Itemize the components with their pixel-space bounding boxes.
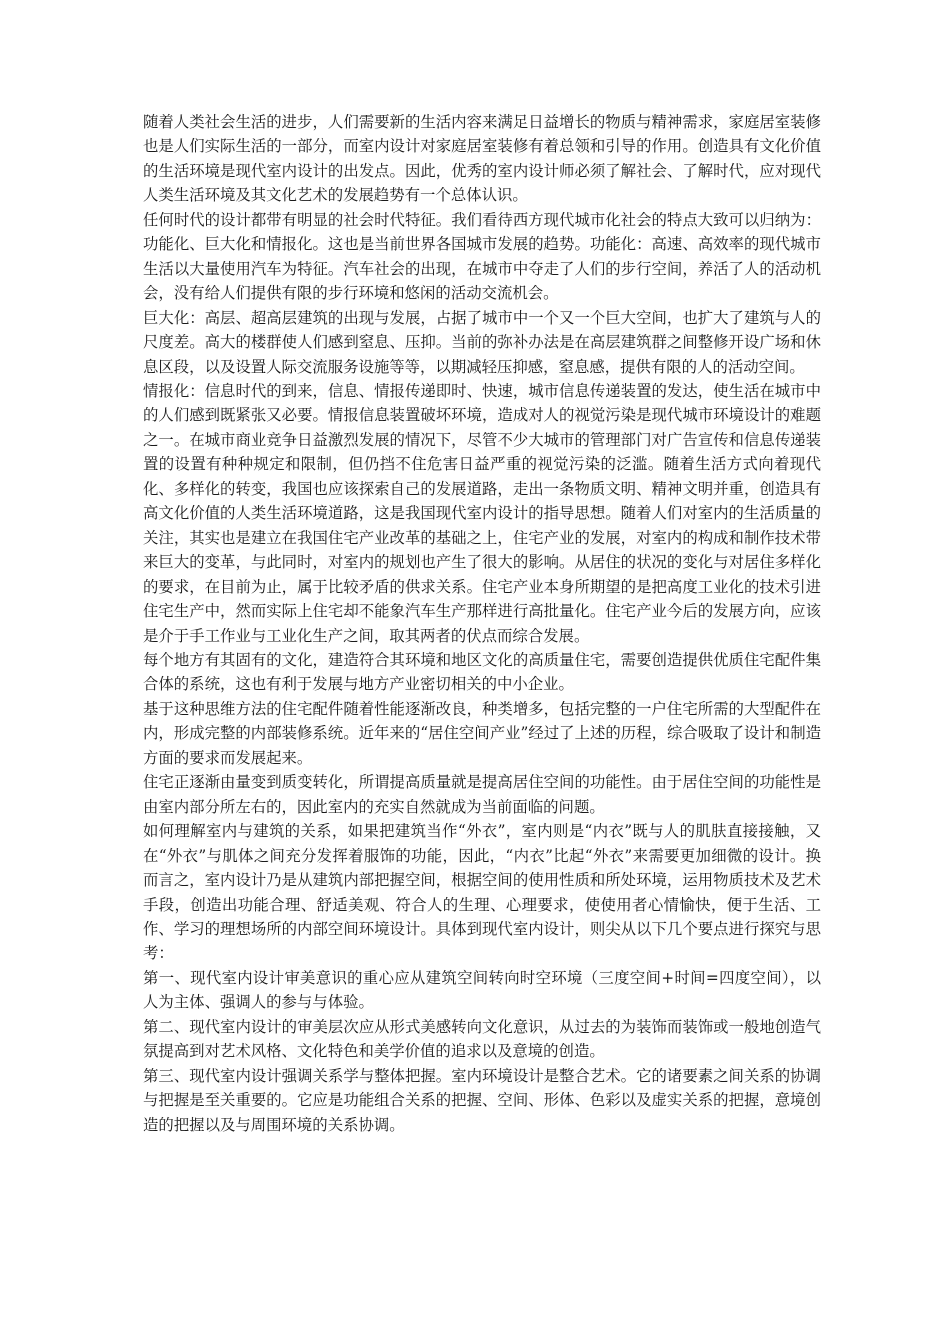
paragraph-5: 每个地方有其固有的文化，建造符合其环境和地区文化的高质量住宅，需要创造提供优质住宅配件集合体的系统，这也有利于发展与地方产业密切相关的中小企业。 (143, 650, 821, 694)
paragraph-2: 任何时代的设计都带有明显的社会时代特征。我们看待西方现代城市化社会的特点大致可以归纳为：功能化、巨大化和情报化。这也是当前世界各国城市发展的趋势。功能化：高速、高效率的现代城市生活以大量使用汽车为特征。汽车社会的出现，在城市中夺走了人们的步行空间，养活了人的活动机会，没有给人们提供有限的步行环境和悠闲的活动交流机会。 (143, 210, 821, 303)
paragraph-4: 情报化：信息时代的到来，信息、情报传递即时、快速，城市信息传递装置的发达，使生活在城市中的人们感到既紧张又必要。情报信息装置破坏环境，造成对人的视觉污染是现代城市环境设计的难题之一。在城市商业竞争日益激烈发展的情况下，尽管不少大城市的管理部门对广告宣传和信息传递装置的设置有种种规定和限制，但仍挡不住危害日益严重的视觉污染的泛滥。随着生活方式向着现代化、多样化的转变，我国也应该探索自己的发展道路，走出一条物质文明、精神文明并重，创造具有高文化价值的人类生活环境道路，这是我国现代室内设计的指导思想。随着人们对室内的生活质量的关注，其实也是建立在我国住宅产业改革的基础之上，住宅产业的发展，对室内的构成和制作技术带来巨大的变革，与此同时，对室内的规划也产生了很大的影响。从居住的状况的变化与对居住多样化的要求，在目前为止，属于比较矛盾的供求关系。住宅产业本身所期望的是把高度工业化的技术引进住宅生产中，然而实际上住宅却不能象汽车生产那样进行高批量化。住宅产业今后的发展方向，应该是介于手工作业与工业化生产之间，取其两者的伏点而综合发展。 (143, 381, 821, 645)
paragraph-8: 如何理解室内与建筑的关系，如果把建筑当作“外衣”，室内则是“内衣”既与人的肌肤直接接触，又在“外衣”与肌体之间充分发挥着服饰的功能，因此，“内衣”比起“外衣”来需要更加细微的设计。换而言之，室内设计乃是从建筑内部把握空间，根据空间的使用性质和所处环境，运用物质技术及艺术手段，创造出功能合理、舒适美观、符合人的生理、心理要求，使使用者心情愉快，便于生活、工作、学习的理想场所的内部空间环境设计。具体到现代室内设计，则尖从以下几个要点进行探究与思考： (143, 822, 821, 963)
paragraph-3: 巨大化：高层、超高层建筑的出现与发展，占据了城市中一个又一个巨大空间，也扩大了建筑与人的尺度差。高大的楼群使人们感到窒息、压抑。当前的弥补办法是在高层建筑群之间整修开设广场和休息区段，以及设置人际交流服务设施等等，以期减轻压抑感，窒息感，提供有限的人的活动空间。 (143, 308, 821, 376)
paragraph-7: 住宅正逐渐由量变到质变转化，所谓提高质量就是提高居住空间的功能性。由于居住空间的功能性是由室内部分所左右的，因此室内的充实自然就成为当前面临的问题。 (143, 773, 821, 816)
document-body (143, 110, 821, 1137)
paragraph-9: 第一、现代室内设计审美意识的重心应从建筑空间转向时空环境（三度空间+时间=四度空间），以人为主体、强调人的参与与体验。 (143, 968, 821, 1012)
paragraph-6: 基于这种思维方法的住宅配件随着性能逐渐改良，种类增多，包括完整的一户住宅所需的大型配件在内，形成完整的内部装修系统。近年来的“居住空间产业”经过了上述的历程，综合吸取了设计和制造方面的要求而发展起来。 (143, 699, 821, 767)
paragraph-11: 第三、现代室内设计强调关系学与整体把握。室内环境设计是整合艺术。它的诸要素之间关系的协调与把握是至关重要的。它应是功能组合关系的把握、空间、形体、色彩以及虚实关系的把握，意境创造的把握以及与周围环境的关系协调。 (143, 1066, 821, 1134)
paragraph-10: 第二、现代室内设计的审美层次应从形式美感转向文化意识，从过去的为装饰而装饰或一般地创造气氛提高到对艺术风格、文化特色和美学价值的追求以及意境的创造。 (143, 1017, 821, 1061)
paragraph-1: 随着人类社会生活的进步，人们需要新的生活内容来满足日益增长的物质与精神需求，家庭居室装修也是人们实际生活的一部分，而室内设计对家庭居室装修有着总领和引导的作用。创造具有文化价值的生活环境是现代室内设计的出发点。因此，优秀的室内设计师必须了解社会、了解时代，应对现代人类生活环境及其文化艺术的发展趋势有一个总体认识。 (143, 113, 821, 205)
